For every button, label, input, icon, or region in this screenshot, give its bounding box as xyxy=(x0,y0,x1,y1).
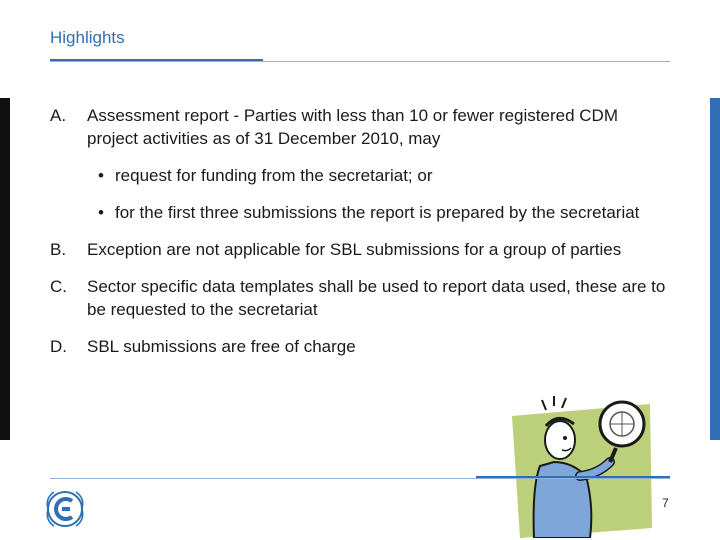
logo-bar xyxy=(62,507,70,511)
left-side-bar xyxy=(0,98,10,440)
right-side-bar xyxy=(710,98,720,440)
header-divider xyxy=(50,61,670,62)
list-item-a xyxy=(50,104,670,150)
page-title: Highlights xyxy=(50,28,125,47)
list-item-letter: D. xyxy=(50,337,67,356)
list-item-text: Sector specific data templates shall be used to report data used, these are to be requested to the secretariat xyxy=(87,277,666,319)
bullet-icon: • xyxy=(98,203,104,222)
list-item-b xyxy=(50,238,670,261)
list-item-c xyxy=(50,275,670,321)
sub-bullet-text: for the first three submissions the report is prepared by the secretariat xyxy=(115,203,640,222)
list-item-letter: A. xyxy=(50,106,67,125)
list-item-d xyxy=(50,335,670,358)
footer-divider xyxy=(50,478,670,479)
man-with-magnifier-illustration xyxy=(502,396,662,538)
un-climate-logo-icon xyxy=(44,488,86,530)
page-number: 7 xyxy=(662,496,669,510)
sub-bullet-item xyxy=(87,164,670,187)
sub-bullet-item xyxy=(87,201,670,224)
surprise-marks xyxy=(542,396,566,410)
footer-divider-accent xyxy=(476,476,670,478)
content-list xyxy=(50,104,670,372)
list-item-text: SBL submissions are free of charge xyxy=(87,337,356,356)
list-item-text: Assessment report - Parties with less than 10 or fewer registered CDM project activities as of 31 December 2010, may xyxy=(87,106,618,148)
list-item-letter: B. xyxy=(50,240,67,259)
head-shape xyxy=(545,421,575,459)
list-item-letter: C. xyxy=(50,277,67,296)
bullet-icon: • xyxy=(98,166,104,185)
eye-shape xyxy=(563,436,567,440)
header-divider-accent xyxy=(50,59,263,61)
list-item-text: Exception are not applicable for SBL submissions for a group of parties xyxy=(87,240,622,259)
sub-bullet-text: request for funding from the secretariat; or xyxy=(115,166,433,185)
